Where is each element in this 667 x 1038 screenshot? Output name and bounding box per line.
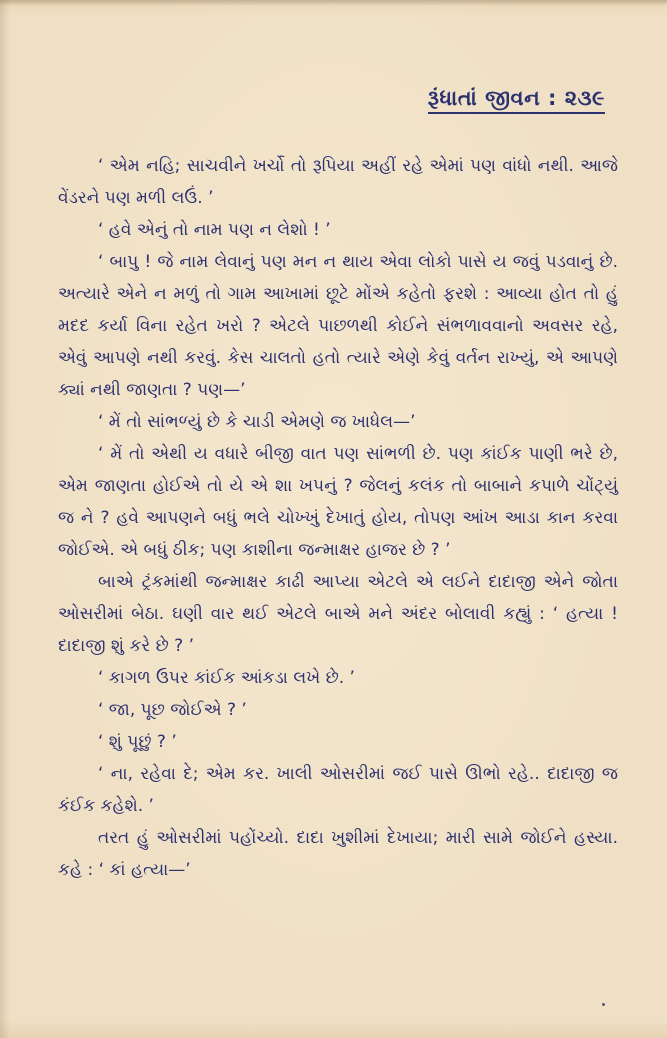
page-binding-edge: [0, 0, 10, 1038]
page-top-shadow: [0, 0, 667, 6]
paragraph-3: ‘ બાપુ ! જે નામ લેવાનું પણ મન ન થાય એવા લોકો પાસે ય જવું પડવાનું છે. અત્યારે એને ન મળું તો ગામ આખામાં છૂટે મોંએ કહેતો ફરશે : આવ્યા હોત તો હું મદદ કર્યા વિના રહેત ખરો ? એટલે પાછળથી કોઈને સંભળાવવાનો અવસર રહે, એવું આપણે નથી કરવું. કેસ ચાલતો હતો ત્યારે એણે કેવું વર્તન રાખ્યું, એ આપણે ક્યાં નથી જાણતા ? પણ—’: [58, 252, 618, 400]
paragraph-10: ‘ ના, રહેવા દે; એમ કર. ખાલી ઓસરીમાં જઈ પાસે ઊભો રહે.. દાદાજી જ કંઈક કહેશે. ’: [58, 764, 618, 816]
paragraph-8: ‘ જા, પૂછ જોઈએ ? ’: [98, 700, 247, 720]
paragraph-6: બાએ ટ્રંકમાંથી જન્માક્ષર કાઢી આપ્યા એટલે એ લઈને દાદાજી એને જોતા ઓસરીમાં બેઠા. ઘણી વાર થઈ એટલે બાએ મને અંદર બોલાવી કહ્યું : ‘ હત્યા ! દાદાજી શું કરે છે ? ’: [58, 572, 618, 656]
paragraph-5: ‘ મેં તો એથી ય વધારે બીજી વાત પણ સાંભળી છે. પણ કાંઈક પાણી ભરે છે, એમ જાણતા હોઈએ તો યે એ શા ખપનું ? જેલનું કલંક તો બાબાને કપાળે ચોંટ્યું જ ને ? હવે આપણને બધું ભલે ચોખ્ખું દેખાતું હોય, તોપણ આંખ આડા કાન કરવા જોઈએ. એ બધું ઠીક; પણ કાશીના જન્માક્ષર હાજર છે ? ’: [58, 444, 618, 560]
paragraph-2: ‘ હવે એનું તો નામ પણ ન લેશો ! ’: [98, 220, 331, 240]
paragraph-1: ‘ એમ નહિ; સાચવીને ખર્ચો તો રૂપિયા અહીં રહે એમાં પણ વાંધો નથી. આજે વેંડરને પણ મળી લઉં. ’: [58, 156, 618, 208]
paragraph-4: ‘ મેં તો સાંભળ્યું છે કે ચાડી એમણે જ ખાધેલ—’: [98, 412, 416, 432]
running-head: રૂંધાતાં જીવન : ૨૩૯: [428, 86, 605, 114]
paragraph-11: તરત હું ઓસરીમાં પહોંચ્યો. દાદા ખુશીમાં દેખાયા; મારી સામે જોઈને હસ્યા. કહે : ‘ કાં હત્યા—’: [58, 828, 618, 880]
ink-speck: [602, 1003, 605, 1006]
paragraph-7: ‘ કાગળ ઉપર કાંઈક આંકડા લખે છે. ’: [98, 668, 355, 688]
paragraph-9: ‘ શું પૂછું ? ’: [98, 732, 177, 752]
body-text: [58, 150, 618, 886]
